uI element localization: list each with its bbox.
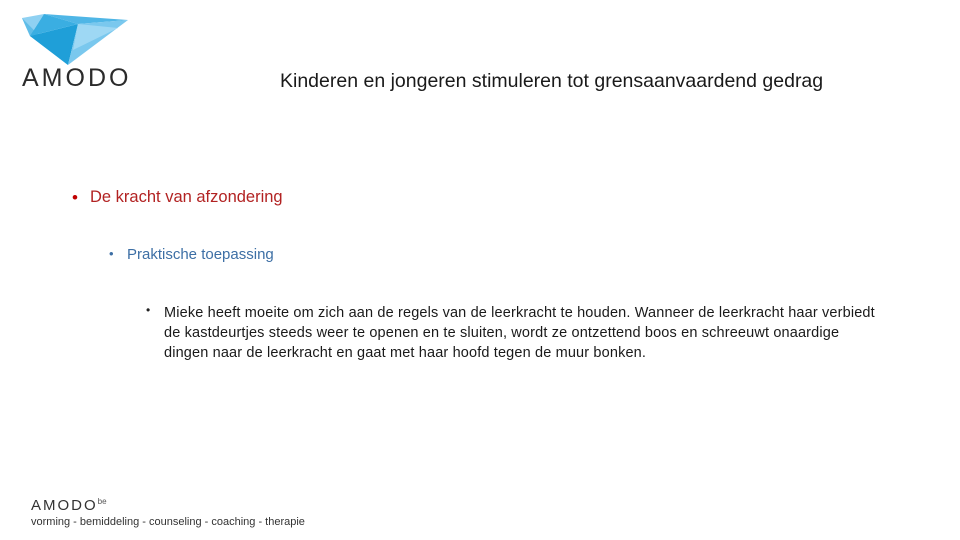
blue-faceted-diamond-icon: [18, 10, 138, 70]
bullet-dot: •: [146, 303, 151, 317]
bullet-text: Praktische toepassing: [127, 246, 274, 263]
footer-brand: AMODO: [31, 497, 98, 514]
bullet-level-3: [146, 303, 876, 363]
bullet-dot: •: [109, 246, 114, 261]
slide-title: Kinderen en jongeren stimuleren tot grensaanvaardend gedrag: [280, 70, 824, 92]
bullet-text: De kracht van afzondering: [90, 188, 283, 206]
bullet-text: Mieke heeft moeite om zich aan de regels van de leerkracht te houden. Wanneer de leerkracht haar verbiedt de kastdeurtjes steeds weer te openen en te sluiten, wordt ze ontzettend boos en schreeuwt onaardige dingen naar de leerkracht en gaat met haar hoofd tegen de muur bonken.: [164, 305, 875, 361]
bullet-level-2: [109, 246, 274, 263]
footer-logo: [31, 497, 107, 514]
footer-tagline: vorming - bemiddeling - counseling - coaching - therapie: [31, 516, 305, 528]
footer-domain-suffix: be: [97, 497, 107, 506]
bullet-dot: •: [72, 188, 78, 207]
logo-wordmark: AMODO: [22, 64, 132, 92]
bullet-level-1: [72, 188, 283, 208]
